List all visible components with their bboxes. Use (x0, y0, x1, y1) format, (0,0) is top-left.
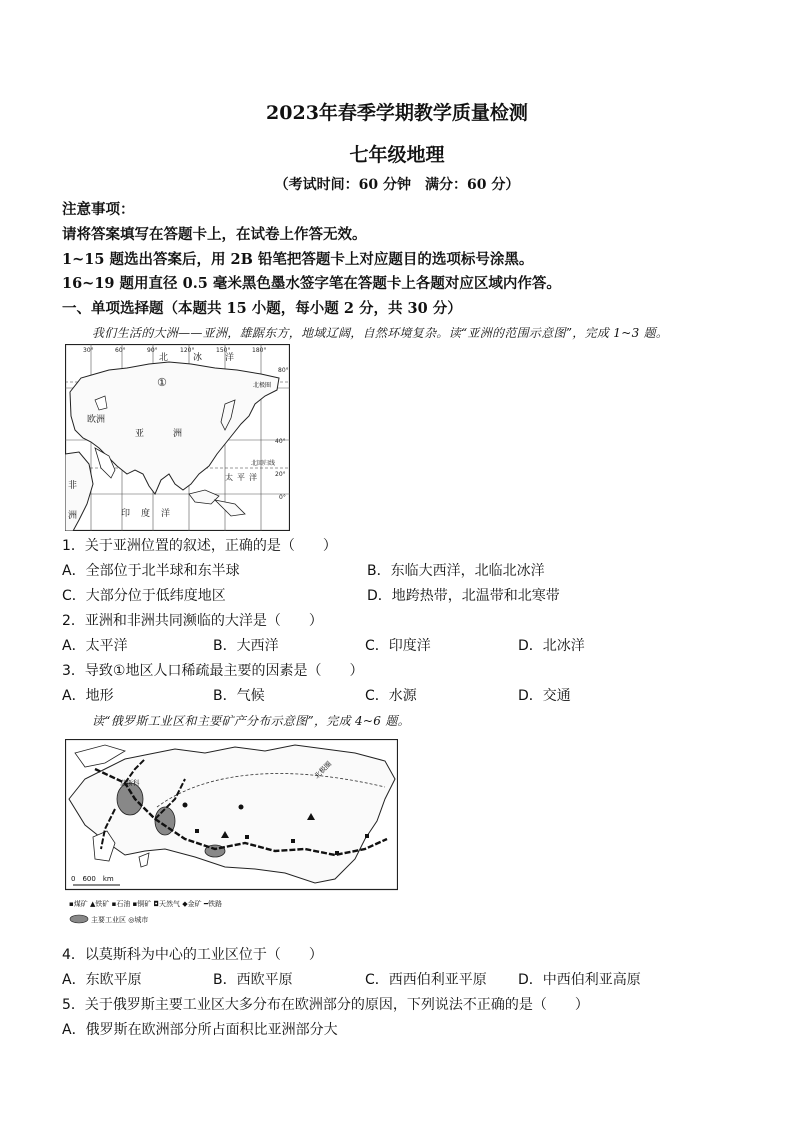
legend-row: ▪煤矿 ▲铁矿 ▪石油 ▪铜矿 ◘天然气 ◆金矿 ━铁路 (69, 900, 223, 908)
legend-zone-swatch (70, 915, 88, 923)
question-option: A．俄罗斯在欧洲部分所占面积比亚洲部分大 (62, 1022, 338, 1038)
question-stem: 2．亚洲和非洲共同濒临的大洋是（ ） (62, 613, 323, 629)
ocean-label: 洋 (161, 509, 171, 519)
question-option: C．印度洋 (365, 638, 431, 654)
lon-label: 30° (83, 347, 94, 354)
question-option: A．太平洋 (62, 638, 128, 654)
russia-map (65, 739, 398, 932)
industrial-zone (117, 783, 143, 815)
tropic-label: 北回归线 (251, 460, 276, 467)
question-stem: 4．以莫斯科为中心的工业区位于（ ） (62, 947, 323, 963)
question-option: C．西西伯利亚平原 (365, 972, 487, 988)
lon-label: 90° (147, 347, 158, 354)
question-option: D．交通 (518, 688, 571, 704)
question-option: C．水源 (365, 688, 417, 704)
question-stem: 1．关于亚洲位置的叙述，正确的是（ ） (62, 538, 337, 554)
exam-info: （考试时间：60 分钟 满分：60 分） (274, 177, 520, 193)
lat-label: 0° (279, 494, 286, 501)
ocean-label: 印 (121, 509, 131, 519)
question-option: A．东欧平原 (62, 972, 142, 988)
question-option: A．地形 (62, 688, 114, 704)
continent-label: 洲 (68, 511, 78, 521)
lon-label: 150° (216, 347, 231, 354)
exam-subject: 七年级地理 (349, 144, 445, 166)
question-option: B．西欧平原 (213, 972, 293, 988)
notice-heading: 注意事项： (62, 201, 135, 218)
question-option: C．大部分位于低纬度地区 (62, 588, 226, 604)
notice-line: 1~15 题选出答案后，用 2B 铅笔把答题卡上对应题目的选项标号涂黑。 (62, 251, 534, 268)
continent-label: 洲 (173, 429, 183, 439)
scale-label: 0 600 km (71, 875, 114, 883)
lat-label: 40° (275, 438, 286, 445)
region-marker-1: ① (157, 376, 167, 389)
lat-label: 80° (278, 367, 289, 374)
asia-map (65, 344, 290, 531)
continent-label: 非 (68, 481, 78, 491)
ocean-label: 冰 (193, 353, 203, 363)
section-intro: 我们生活的大洲——亚洲，雄踞东方，地域辽阔，自然环境复杂。读“亚洲的范围示意图”，完成 1~3 题。 (92, 326, 669, 340)
lon-label: 60° (115, 347, 126, 354)
section-intro: 读“俄罗斯工业区和主要矿产分布示意图”，完成 4~6 题。 (92, 714, 410, 728)
ocean-label: 太 (225, 473, 233, 482)
ocean-label: 北 (159, 353, 169, 363)
ocean-label: 度 (141, 509, 151, 519)
notice-line: 16~19 题用直径 0.5 毫米黑色墨水签字笔在答题卡上各题对应区域内作答。 (62, 275, 561, 292)
question-stem: 5．关于俄罗斯主要工业区大多分布在欧洲部分的原因，下列说法不正确的是（ ） (62, 997, 589, 1013)
notice-line: 请将答案填写在答题卡上，在试卷上作答无效。 (62, 226, 367, 243)
question-option: B．东临大西洋，北临北冰洋 (367, 563, 545, 579)
moscow-label: 莫斯科 (120, 779, 140, 787)
section-heading: 一、单项选择题（本题共 15 小题，每小题 2 分，共 30 分） (62, 300, 462, 317)
ocean-label: 平 (237, 473, 245, 482)
continent-label: 欧洲 (87, 415, 106, 425)
lon-label: 180° (252, 347, 267, 354)
exam-title: 2023年春季学期教学质量检测 (266, 102, 528, 124)
ocean-label: 洋 (249, 473, 257, 482)
question-option: A．全部位于北半球和东半球 (62, 563, 240, 579)
lat-label: 20° (275, 471, 286, 478)
legend-row: 主要工业区 ◎城市 (91, 916, 149, 924)
continent-label: 亚 (135, 429, 145, 439)
arctic-circle-label: 北极圈 (253, 382, 272, 389)
arctic-circle-label: 北极圈 (312, 759, 334, 781)
question-option: B．大西洋 (213, 638, 279, 654)
question-option: D．北冰洋 (518, 638, 585, 654)
question-stem: 3．导致①地区人口稀疏最主要的因素是（ ） (62, 663, 364, 679)
lon-label: 120° (180, 347, 195, 354)
question-option: D．中西伯利亚高原 (518, 972, 641, 988)
question-option: D．地跨热带，北温带和北寒带 (367, 588, 560, 604)
question-option: B．气候 (213, 688, 265, 704)
ocean-label: 洋 (225, 353, 235, 363)
